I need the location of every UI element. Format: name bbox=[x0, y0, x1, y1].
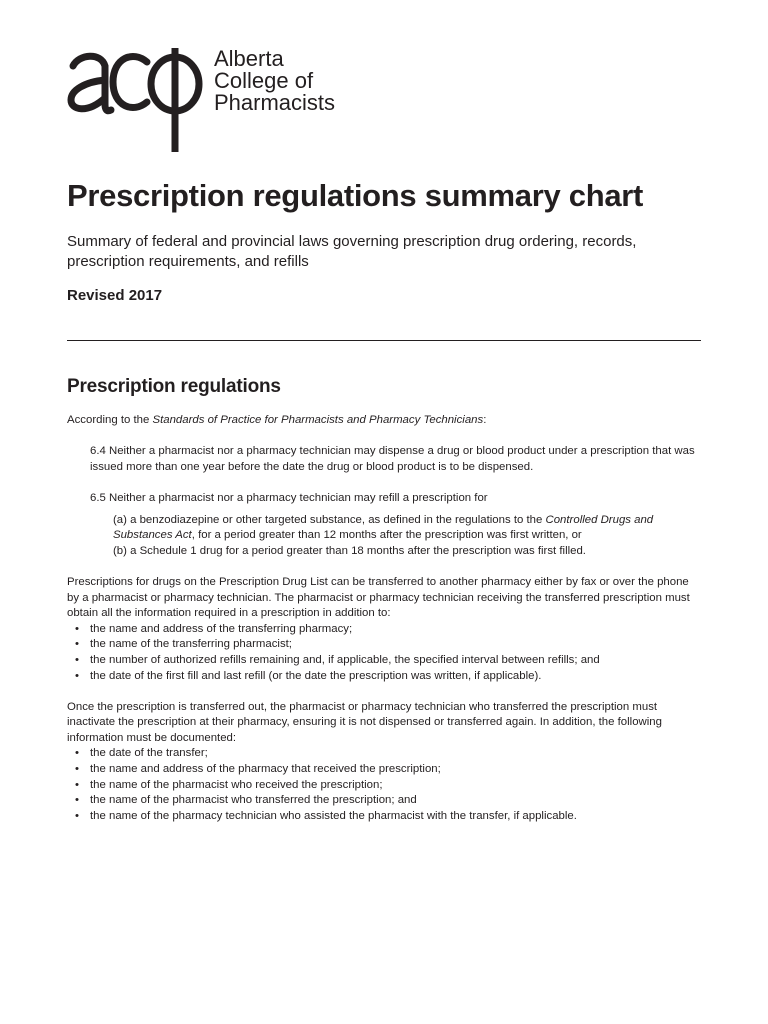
standard-6-4: 6.4 Neither a pharmacist nor a pharmacy technician may dispense a drug or blood product under a prescription that was issued more than one year before the date the drug or blood product is to be dispensed. bbox=[90, 445, 695, 473]
acp-logo bbox=[67, 44, 367, 154]
page-title: Prescription regulations summary chart bbox=[67, 178, 644, 213]
list-item: • the date of the first fill and last refill (or the date the prescription was written, if applicable). bbox=[73, 669, 701, 685]
acp-logo-mark bbox=[67, 44, 207, 154]
intro-paragraph bbox=[67, 413, 701, 429]
section-heading: Prescription regulations bbox=[67, 376, 281, 397]
logo-line-2: College of bbox=[214, 68, 314, 93]
intro-suffix: : bbox=[483, 414, 487, 426]
section-body bbox=[67, 413, 701, 824]
list-item: • the name of the pharmacist who received the prescription; bbox=[73, 778, 701, 794]
standard-6-5-a-prefix: (a) a benzodiazepine or other targeted substance, as defined in the regulations to the bbox=[113, 513, 546, 526]
horizontal-divider bbox=[67, 340, 701, 341]
list-item: • the name of the pharmacy technician who assisted the pharmacist with the transfer, if applicable. bbox=[73, 809, 701, 825]
page-subtitle: Summary of federal and provincial laws governing prescription drug ordering, records, prescription requirements, and refills bbox=[67, 233, 637, 270]
list-item: • the name and address of the pharmacy that received the prescription; bbox=[73, 762, 701, 778]
standard-6-5-a-suffix: , for a period greater than 12 months after the prescription was first written, or bbox=[191, 529, 582, 542]
list-item: • the number of authorized refills remaining and, if applicable, the specified interval between refills; and bbox=[73, 653, 701, 669]
standard-6-5-b: (b) a Schedule 1 drug for a period greater than 18 months after the prescription was first filled. bbox=[113, 544, 586, 557]
standard-6-5: 6.5 Neither a pharmacist nor a pharmacy technician may refill a prescription for bbox=[90, 491, 488, 504]
transferred-out-paragraph: Once the prescription is transferred out, the pharmacist or pharmacy technician who transferred the prescription must inactivate the prescription at their pharmacy, ensuring it is not dispensed or transferred again. In addition, the following information must be documented: bbox=[67, 700, 662, 744]
revision-date: Revised 2017 bbox=[67, 287, 163, 304]
list-item: • the name of the transferring pharmacist; bbox=[73, 637, 701, 653]
intro-prefix: According to the bbox=[67, 414, 153, 426]
logo-wordmark bbox=[214, 48, 335, 114]
logo-line-3: Pharmacists bbox=[214, 90, 336, 115]
standards-title: Standards of Practice for Pharmacists and Pharmacy Technicians bbox=[152, 414, 484, 426]
logo-line-1: Alberta bbox=[214, 46, 284, 71]
list-item: • the name of the pharmacist who transferred the prescription; and bbox=[73, 793, 701, 809]
act-title: Controlled Drugs and Substances Act bbox=[113, 513, 654, 542]
list-item: • the name and address of the transferring pharmacy; bbox=[73, 622, 701, 638]
list-item: • the date of the transfer; bbox=[73, 746, 701, 762]
transfer-paragraph: Prescriptions for drugs on the Prescription Drug List can be transferred to another pharmacy either by fax or over the phone by a pharmacist or pharmacy technician. The pharmacist or pharmacy technician receiving the transferred prescription must obtain all the information required in a prescription in addition to: bbox=[67, 575, 690, 620]
transfer-requirements-list bbox=[67, 622, 701, 684]
standard-6-5-a bbox=[67, 513, 701, 544]
documentation-list bbox=[67, 746, 701, 824]
